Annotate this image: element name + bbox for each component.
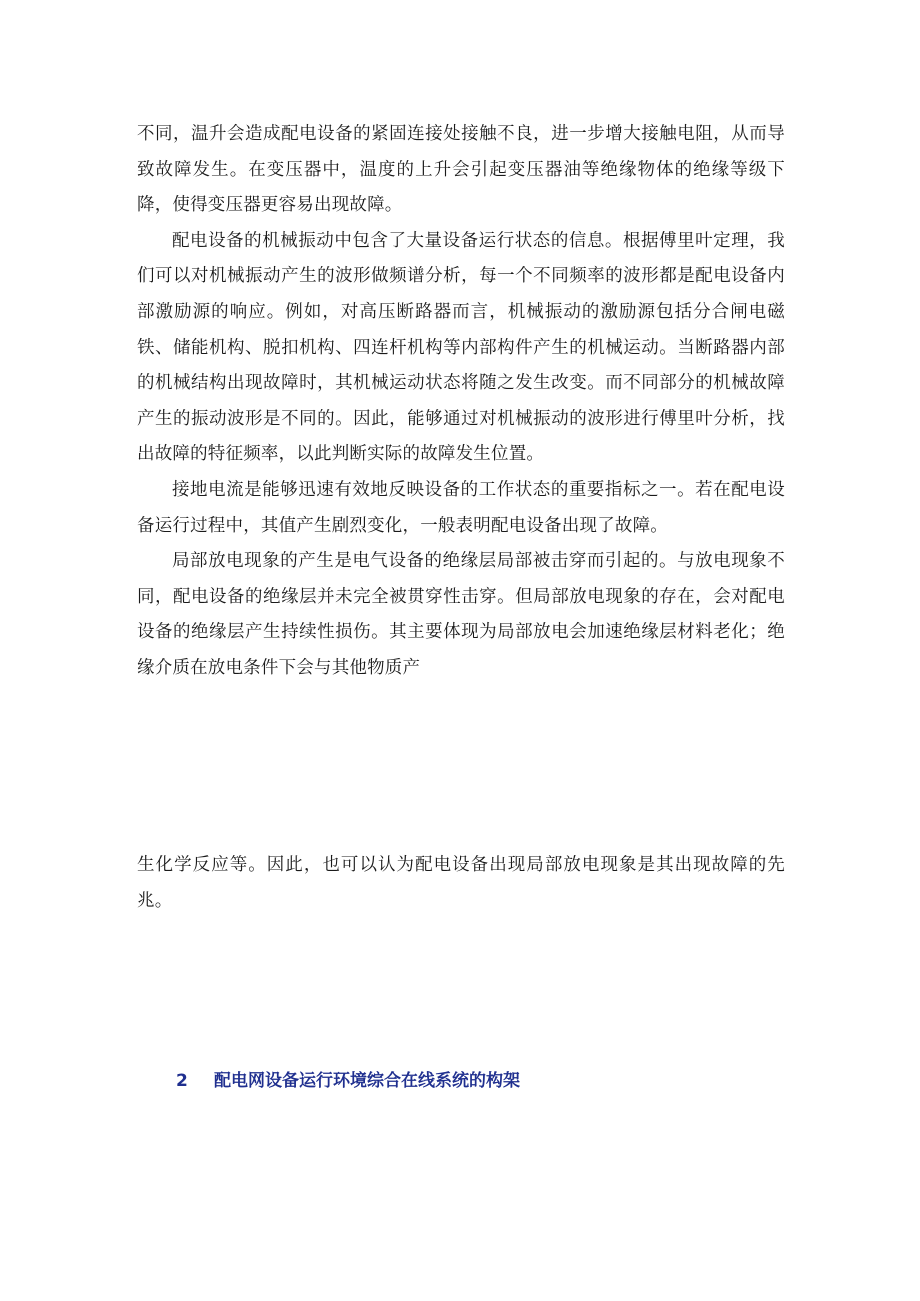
paragraph-mechanical-vibration: 配电设备的机械振动中包含了大量设备运行状态的信息。根据傅里叶定理，我们可以对机械振动产生的波形做频谱分析，每一个不同频率的波形都是配电设备内部激励源的响应。例如，对高压断路器而言，机械振动的激励源包括分合闸电磁铁、储能机构、脱扣机构、四连杆机构等内部构件产生的机械运动。当断路器内部的机械结构出现故障时，其机械运动状态将随之发生改变。而不同部分的机械故障产生的振动波形是不同的。因此，能够通过对机械振动的波形进行傅里叶分析，找出故障的特征频率，以此判断实际的故障发生位置。: [137, 230, 785, 465]
body-text-block: [137, 117, 785, 687]
body-text-block-continued: [137, 848, 785, 919]
section-number: 2: [176, 1071, 188, 1091]
paragraph-temperature-continued: 不同，温升会造成配电设备的紧固连接处接触不良，进一步增大接触电阻，从而导致故障发生。在变压器中，温度的上升会引起变压器油等绝缘物体的绝缘等级下降，使得变压器更容易出现故障。: [137, 124, 785, 216]
paragraph-partial-discharge-continued: 生化学反应等。因此，也可以认为配电设备出现局部放电现象是其出现故障的先兆。: [137, 855, 785, 911]
section-title: 配电网设备运行环境综合在线系统的构架: [214, 1071, 520, 1091]
section-heading: [176, 1066, 520, 1091]
paragraph-ground-current: 接地电流是能够迅速有效地反映设备的工作状态的重要指标之一。若在配电设备运行过程中，其值产生剧烈变化，一般表明配电设备出现了故障。: [137, 479, 785, 536]
paragraph-partial-discharge: 局部放电现象的产生是电气设备的绝缘层局部被击穿而引起的。与放电现象不同，配电设备的绝缘层并未完全被贯穿性击穿。但局部放电现象的存在，会对配电设备的绝缘层产生持续性损伤。其主要体现为局部放电会加速绝缘层材料老化；绝缘介质在放电条件下会与其他物质产: [137, 551, 785, 678]
